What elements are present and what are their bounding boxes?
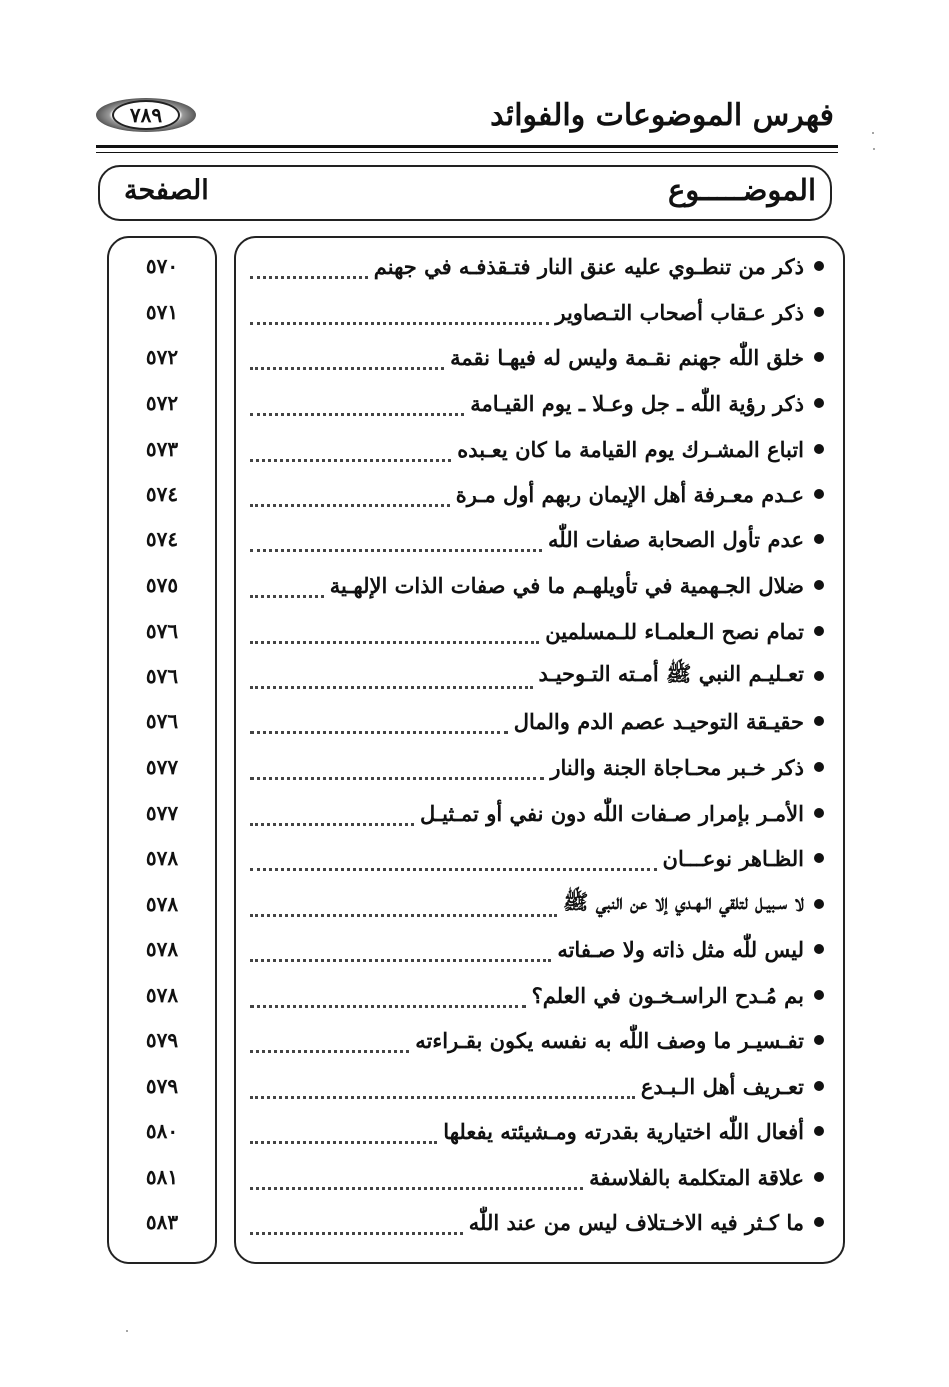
page-number: ٧٨٩ xyxy=(112,100,180,130)
column-header-bar xyxy=(98,165,832,221)
entry-page-number: ٥٧٨ xyxy=(145,892,179,916)
topics-frame xyxy=(234,236,845,1264)
entry-title: ذكر رؤية اللّٰه ـ جل وعـلا ـ يوم القيـامة xyxy=(470,390,804,416)
entry-title: عـدم معـرفة أهل الإيمان ربهم أول مـرة xyxy=(455,481,804,507)
entry-page-number: ٥٧٨ xyxy=(145,846,179,870)
page-column-heading: الصفحة xyxy=(124,175,209,206)
entry-page-number: ٥٨٠ xyxy=(145,1119,179,1143)
entry-title: اتباع المشـرك يوم القيامة ما كان يعـبده xyxy=(457,436,804,462)
entry-title: لا سـبيـل لتلقي الـهـدي إلا عن النبي ﷺ xyxy=(563,888,804,914)
entry-page-number: ٥٧٥ xyxy=(145,573,179,597)
entry-title: حقيـقة التوحيـد عصم الدم والمال xyxy=(513,708,804,734)
entry-title: الظـاهر نوعـــان xyxy=(662,845,804,871)
entry-title: عدم تأول الصحابة صفات اللّٰه xyxy=(547,526,804,552)
entry-page-number: ٥٧٩ xyxy=(145,1028,179,1052)
entry-page-number: ٥٨٣ xyxy=(145,1210,179,1234)
entry-page-number: ٥٨١ xyxy=(145,1165,179,1189)
entry-page-number: ٥٧٤ xyxy=(145,482,179,506)
entry-page-number: ٥٧٦ xyxy=(145,709,179,733)
entry-page-number: ٥٧٦ xyxy=(145,619,179,643)
scan-speck xyxy=(873,148,875,150)
entry-page-number: ٥٧١ xyxy=(145,300,179,324)
entry-page-number: ٥٧٣ xyxy=(145,437,179,461)
entry-page-number: ٥٧٤ xyxy=(145,527,179,551)
entry-title: ذكر خـبر محـاجاة الجنة والنار xyxy=(550,754,804,780)
entry-page-number: ٥٧٦ xyxy=(145,664,179,688)
scan-speck xyxy=(126,1330,128,1332)
entry-page-number: ٥٧٧ xyxy=(145,755,179,779)
entry-title: أفعال اللّٰه اختيارية بقدرته ومـشيئته يفعلها xyxy=(443,1118,804,1144)
entry-page-number: ٥٧٨ xyxy=(145,937,179,961)
entry-title: ما كـثر فيه الاخـتلاف ليس من عند اللّٰه xyxy=(468,1209,804,1235)
entry-title: خلق اللّٰه جهنم نقـمة وليس له فيهـا نقمة xyxy=(450,344,804,370)
entry-title: تمام نصح الـعلمـاء للـمسلمين xyxy=(545,618,804,644)
running-title: فهرس الموضوعات والفوائد xyxy=(490,98,834,133)
entry-title: ضلال الجـهمية في تأويلهـم ما في صفات الذات الإلهـية xyxy=(329,572,804,598)
entry-page-number: ٥٧٠ xyxy=(145,254,179,278)
entry-page-number: ٥٧٧ xyxy=(145,801,179,825)
entry-title: علاقة المتكلمة بالفلاسفة xyxy=(589,1164,804,1190)
entry-title: تعـريف أهل الـبـدع xyxy=(640,1073,804,1099)
entry-title: تفـسيـر ما وصف اللّٰه به نفسه يكون بقـراءته xyxy=(415,1027,804,1053)
entry-title: ذكر من تنطـوي عليه عنق النار فتـقذفـه في جهنم xyxy=(373,253,804,279)
entry-page-number: ٥٧٢ xyxy=(145,345,179,369)
header-rule-thick xyxy=(96,145,838,148)
entry-title: تعـليـم النبي ﷺ أمـته التـوحيـد xyxy=(538,660,804,686)
header-rule-thin xyxy=(96,152,838,153)
page-number-badge xyxy=(96,98,196,132)
pages-frame xyxy=(107,236,217,1264)
entry-title: ذكر عـقاب أصحاب التـصاوير xyxy=(555,299,804,325)
entry-page-number: ٥٧٩ xyxy=(145,1074,179,1098)
entry-title: الأمـر بإمرار صـفات اللّٰه دون نفي أو تمـثيـل xyxy=(420,800,804,826)
entry-title: ليس للّٰه مثل ذاته ولا صـفاته xyxy=(557,936,804,962)
topic-column-heading: الموضـــــوع xyxy=(667,173,816,207)
entry-page-number: ٥٧٨ xyxy=(145,983,179,1007)
entry-title: بم مُـدح الراسـخـون في العلم؟ xyxy=(531,982,804,1008)
page-header xyxy=(96,92,838,144)
entry-page-number: ٥٧٢ xyxy=(145,391,179,415)
scan-speck xyxy=(872,132,874,134)
